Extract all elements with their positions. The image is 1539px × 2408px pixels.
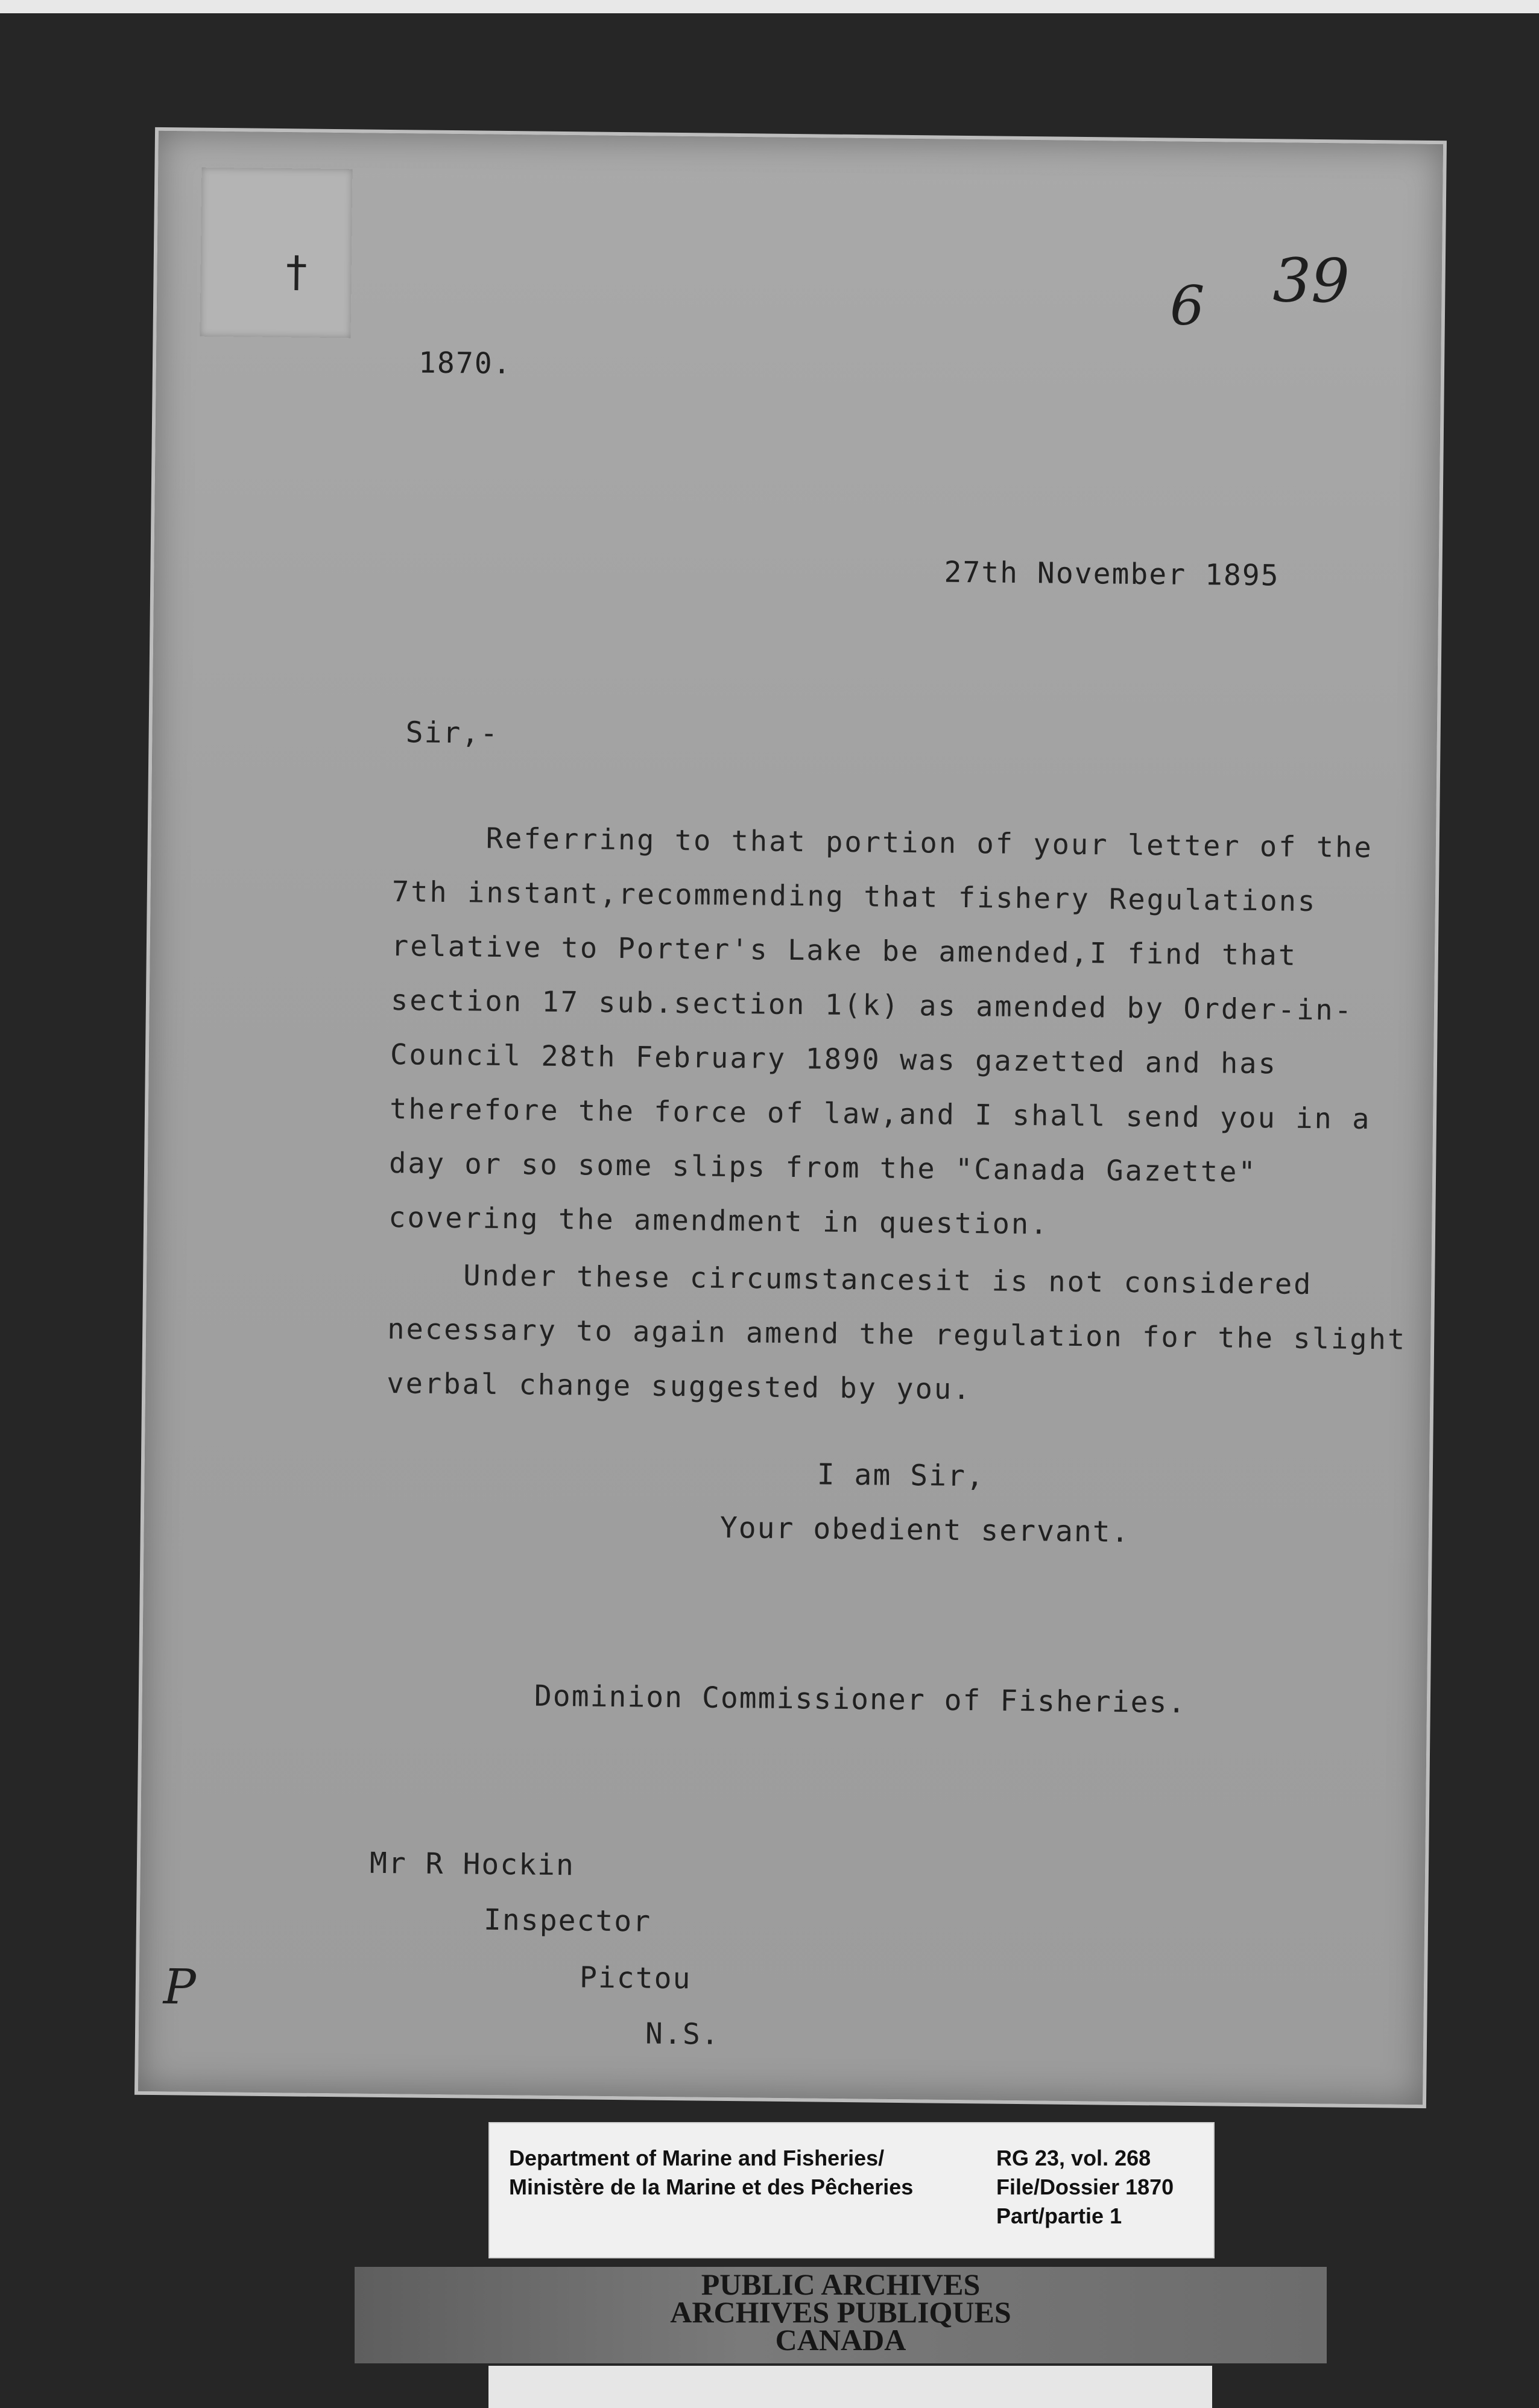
part-reference: Part/partie 1 bbox=[996, 2204, 1122, 2228]
record-reference bbox=[996, 2144, 1174, 2231]
body-line: relative to Porter's Lake be amended,I find that bbox=[391, 930, 1298, 972]
addressee-city: Pictou bbox=[579, 1960, 692, 1996]
addressee-title: Inspector bbox=[483, 1903, 652, 1939]
closing-line-2: Your obedient servant. bbox=[719, 1510, 1130, 1549]
signature-title: Dominion Commissioner of Fisheries. bbox=[534, 1679, 1187, 1720]
page-number-handwritten-1: 6 bbox=[1169, 274, 1205, 338]
closing-line-1: I am Sir, bbox=[817, 1457, 985, 1494]
body-line: necessary to again amend the regulation for the slight bbox=[387, 1313, 1407, 1357]
body-line: Under these circumstancesit is not considered bbox=[463, 1259, 1313, 1302]
body-line: therefore the force of law,and I shall send you in a bbox=[389, 1092, 1371, 1136]
record-group: RG 23, vol. 268 bbox=[996, 2146, 1151, 2170]
stamp-line-3: CANADA bbox=[775, 2323, 906, 2357]
file-reference: File/Dossier 1870 bbox=[996, 2175, 1174, 2199]
film-frame-bottom-edge bbox=[488, 2366, 1212, 2408]
page-number-handwritten-2: 39 bbox=[1272, 245, 1350, 317]
body-line: verbal change suggested by you. bbox=[387, 1367, 972, 1407]
file-number: 1870. bbox=[418, 346, 512, 381]
addressee-name: Mr R Hockin bbox=[369, 1846, 575, 1883]
film-frame-top-edge bbox=[0, 0, 1539, 13]
stamp-line-2: ARCHIVES PUBLIQUES bbox=[670, 2295, 1011, 2329]
addressee-province: N.S. bbox=[645, 2017, 720, 2052]
corner-mark: † bbox=[283, 247, 310, 297]
archives-stamp bbox=[355, 2267, 1327, 2363]
body-line: section 17 sub.section 1(k) as amended by Order-in- bbox=[390, 984, 1354, 1027]
department-names bbox=[509, 2144, 913, 2202]
body-line: Council 28th February 1890 was gazetted and has bbox=[390, 1038, 1278, 1081]
corner-tab bbox=[200, 168, 353, 338]
body-line: day or so some slips from the "Canada Gazette" bbox=[388, 1147, 1258, 1190]
body-line: Referring to that portion of your letter of the bbox=[485, 822, 1373, 865]
body-line: 7th instant,recommending that fishery Regulations bbox=[391, 875, 1317, 919]
salutation: Sir,- bbox=[405, 715, 499, 750]
letter-date: 27th November 1895 bbox=[944, 555, 1280, 593]
archive-label bbox=[488, 2122, 1215, 2258]
letter-page bbox=[134, 127, 1447, 2108]
department-fr: Ministère de la Marine et des Pêcheries bbox=[509, 2175, 914, 2199]
department-en: Department of Marine and Fisheries/ bbox=[509, 2146, 885, 2170]
stamp-line-1: PUBLIC ARCHIVES bbox=[701, 2267, 981, 2301]
margin-mark: P bbox=[163, 1959, 197, 2015]
body-line: covering the amendment in question. bbox=[388, 1201, 1049, 1241]
